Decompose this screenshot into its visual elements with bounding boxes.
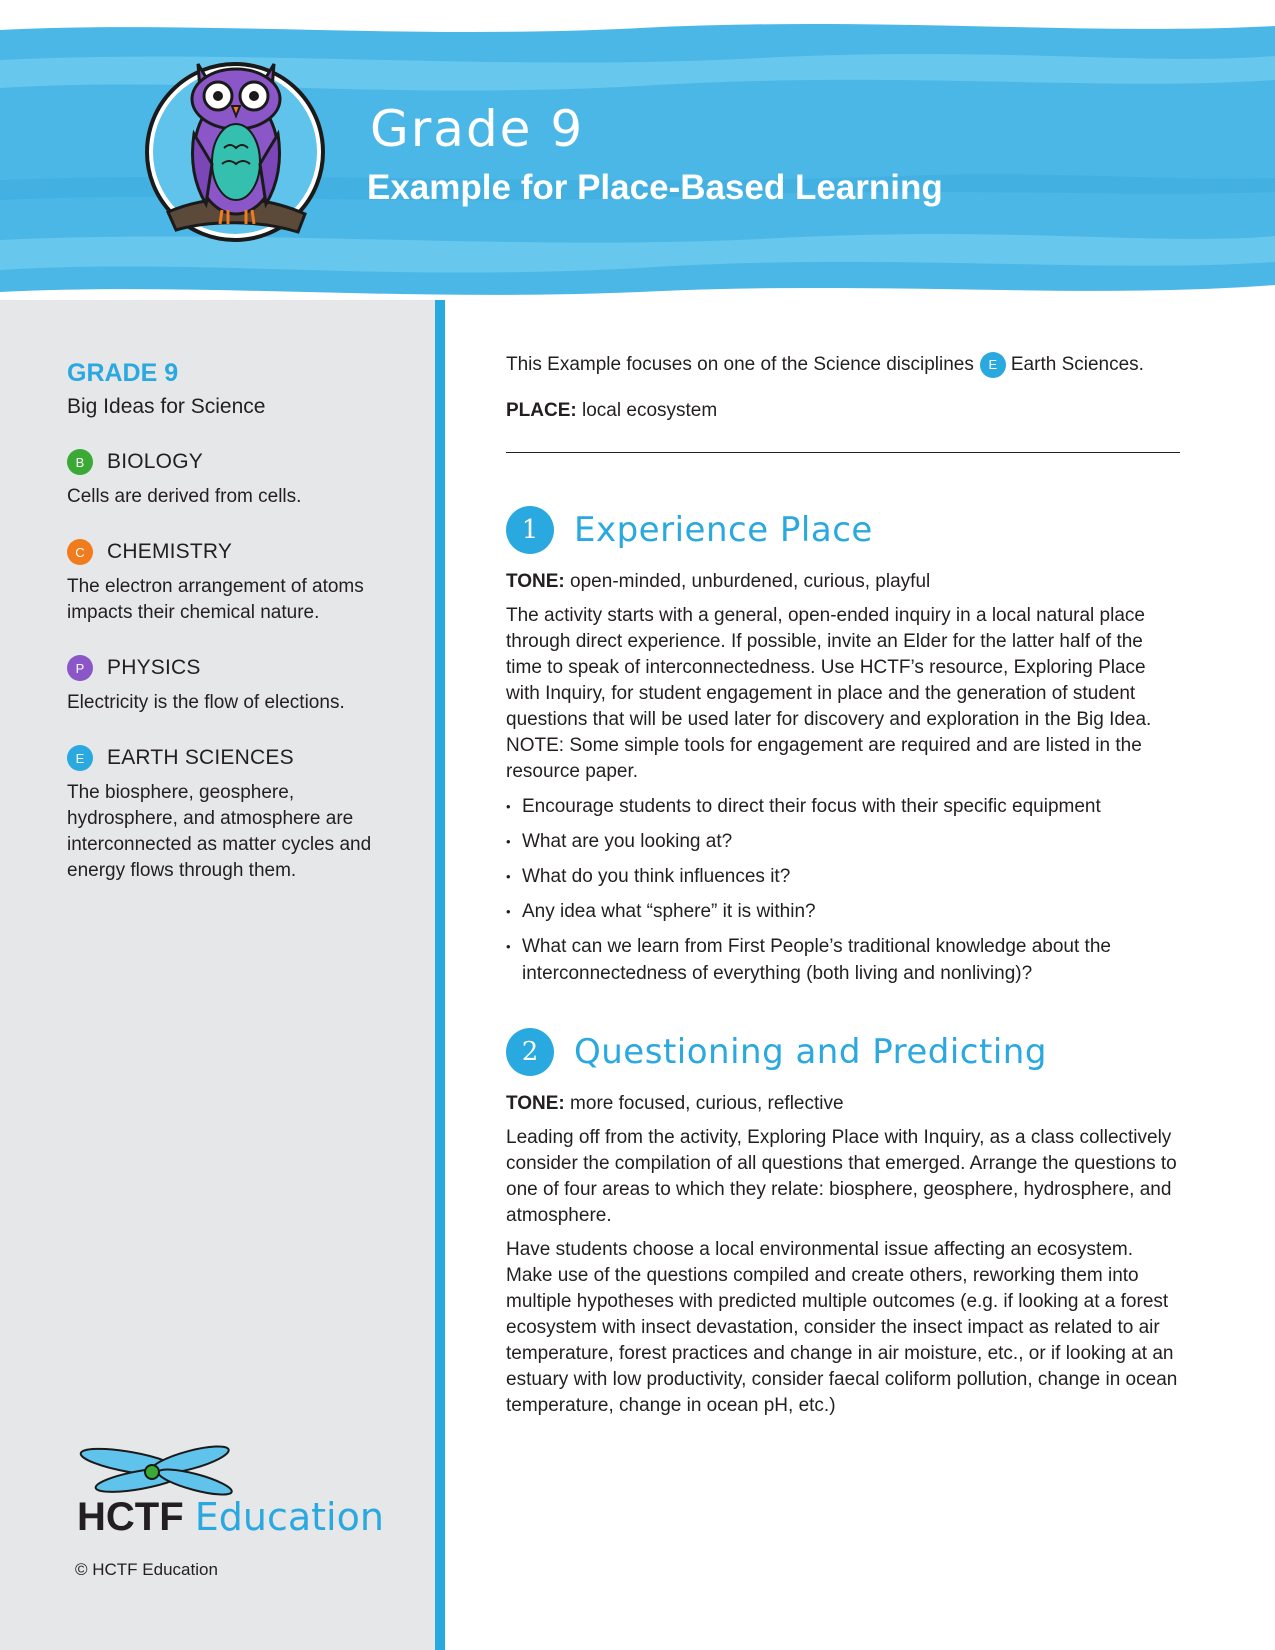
intro-after: Earth Sciences. [1010,354,1144,375]
discipline-name: CHEMISTRY [107,540,233,563]
tone-line [506,569,1181,595]
tone-value: more focused, curious, reflective [570,1093,844,1114]
hctf-education-logo [77,1495,384,1540]
section-questioning-and-predicting [506,1027,1181,1419]
list-item: • What can we learn from First People’s traditional knowledge about the interconnectedness of everything (both living and nonliving)? [506,933,1181,987]
sidebar-divider [435,300,445,1650]
place-value: local ecosystem [582,400,718,421]
list-item: • Any idea what “sphere” it is within? [506,898,1181,925]
sidebar-grade-label: GRADE 9 [67,359,179,387]
discipline-name: BIOLOGY [107,450,203,473]
header-grade-title: Grade 9 [370,100,585,158]
discipline-chemistry [67,538,407,626]
copyright-text: © HCTF Education [75,1560,218,1579]
discipline-big-idea: The biosphere, geosphere, hydrosphere, and atmosphere are interconnected as matter cycles and energy flows through them. [67,782,372,881]
discipline-big-idea: The electron arrangement of atoms impacts their chemical nature. [67,576,364,623]
bullet-list [506,793,1181,987]
page-header [0,0,1275,300]
tone-line [506,1091,1181,1117]
earth-sciences-badge-icon: E [980,352,1006,378]
discipline-big-idea: Electricity is the flow of elections. [67,692,345,713]
sidebar-content [67,358,407,884]
discipline-big-idea: Cells are derived from cells. [67,486,302,507]
logo-primary: HCTF [77,1495,184,1539]
discipline-name: PHYSICS [107,656,201,679]
section-experience-place [506,505,1181,987]
discipline-physics [67,654,407,716]
divider [506,452,1180,453]
discipline-earth-sciences [67,744,407,884]
step-number-badge: 1 [506,506,554,554]
place-label: PLACE: [506,400,577,421]
logo-secondary: Education [194,1495,384,1539]
section-title: Questioning and Predicting [574,1032,1047,1072]
list-item: • Encourage students to direct their focus with their specific equipment [506,793,1181,820]
sidebar-subtitle: Big Ideas for Science [67,395,266,418]
place-line [506,398,1181,424]
section-paragraph: Leading off from the activity, Exploring Place with Inquiry, as a class collectively consider the compilation of all questions that emerged. Arrange the questions to one of four areas to which they relate: biosphere, geosphere, hydrosphere, and atmosphere. [506,1127,1177,1226]
section-paragraph: Have students choose a local environmental issue affecting an ecosystem. Make use of the questions compiled and create others, reworking them into multiple hypotheses with predicted multiple outcomes (e.g. if looking at a forest ecosystem with insect devastation, consider the insect impact as related to air temperature, forest practices and change in air moisture, etc., or if looking at an estuary with low productivity, consider faecal coliform pollution, change in ocean temperature, change in ocean pH, etc.) [506,1239,1178,1416]
header-main-title: Example for Place-Based Learning [367,168,943,207]
physics-badge-icon: P [67,655,93,681]
list-item: • What are you looking at? [506,828,1181,855]
intro-before: This Example focuses on one of the Science disciplines [506,354,974,375]
biology-badge-icon: B [67,449,93,475]
step-number-badge: 2 [506,1028,554,1076]
discipline-biology [67,448,407,510]
tone-label: TONE: [506,571,565,592]
owl-illustration [140,44,330,249]
discipline-name: EARTH SCIENCES [107,746,294,769]
main-content [506,352,1181,1419]
list-item: • What do you think influences it? [506,863,1181,890]
section-paragraph: The activity starts with a general, open-ended inquiry in a local natural place through direct experience. If possible, invite an Elder for the latter half of the time to speak of interconnectedness. Use HCTF’s resource, Exploring Place with Inquiry, for student engagement in place and the generation of student questions that will be used later for discovery and exploration in the Big Idea. NOTE: Some simple tools for engagement are required and are listed in the resource paper. [506,605,1152,782]
earth-sciences-badge-icon: E [67,745,93,771]
intro-line [506,352,1181,378]
section-title: Experience Place [574,510,873,550]
tone-value: open-minded, unburdened, curious, playful [570,571,931,592]
chemistry-badge-icon: C [67,539,93,565]
tone-label: TONE: [506,1093,565,1114]
